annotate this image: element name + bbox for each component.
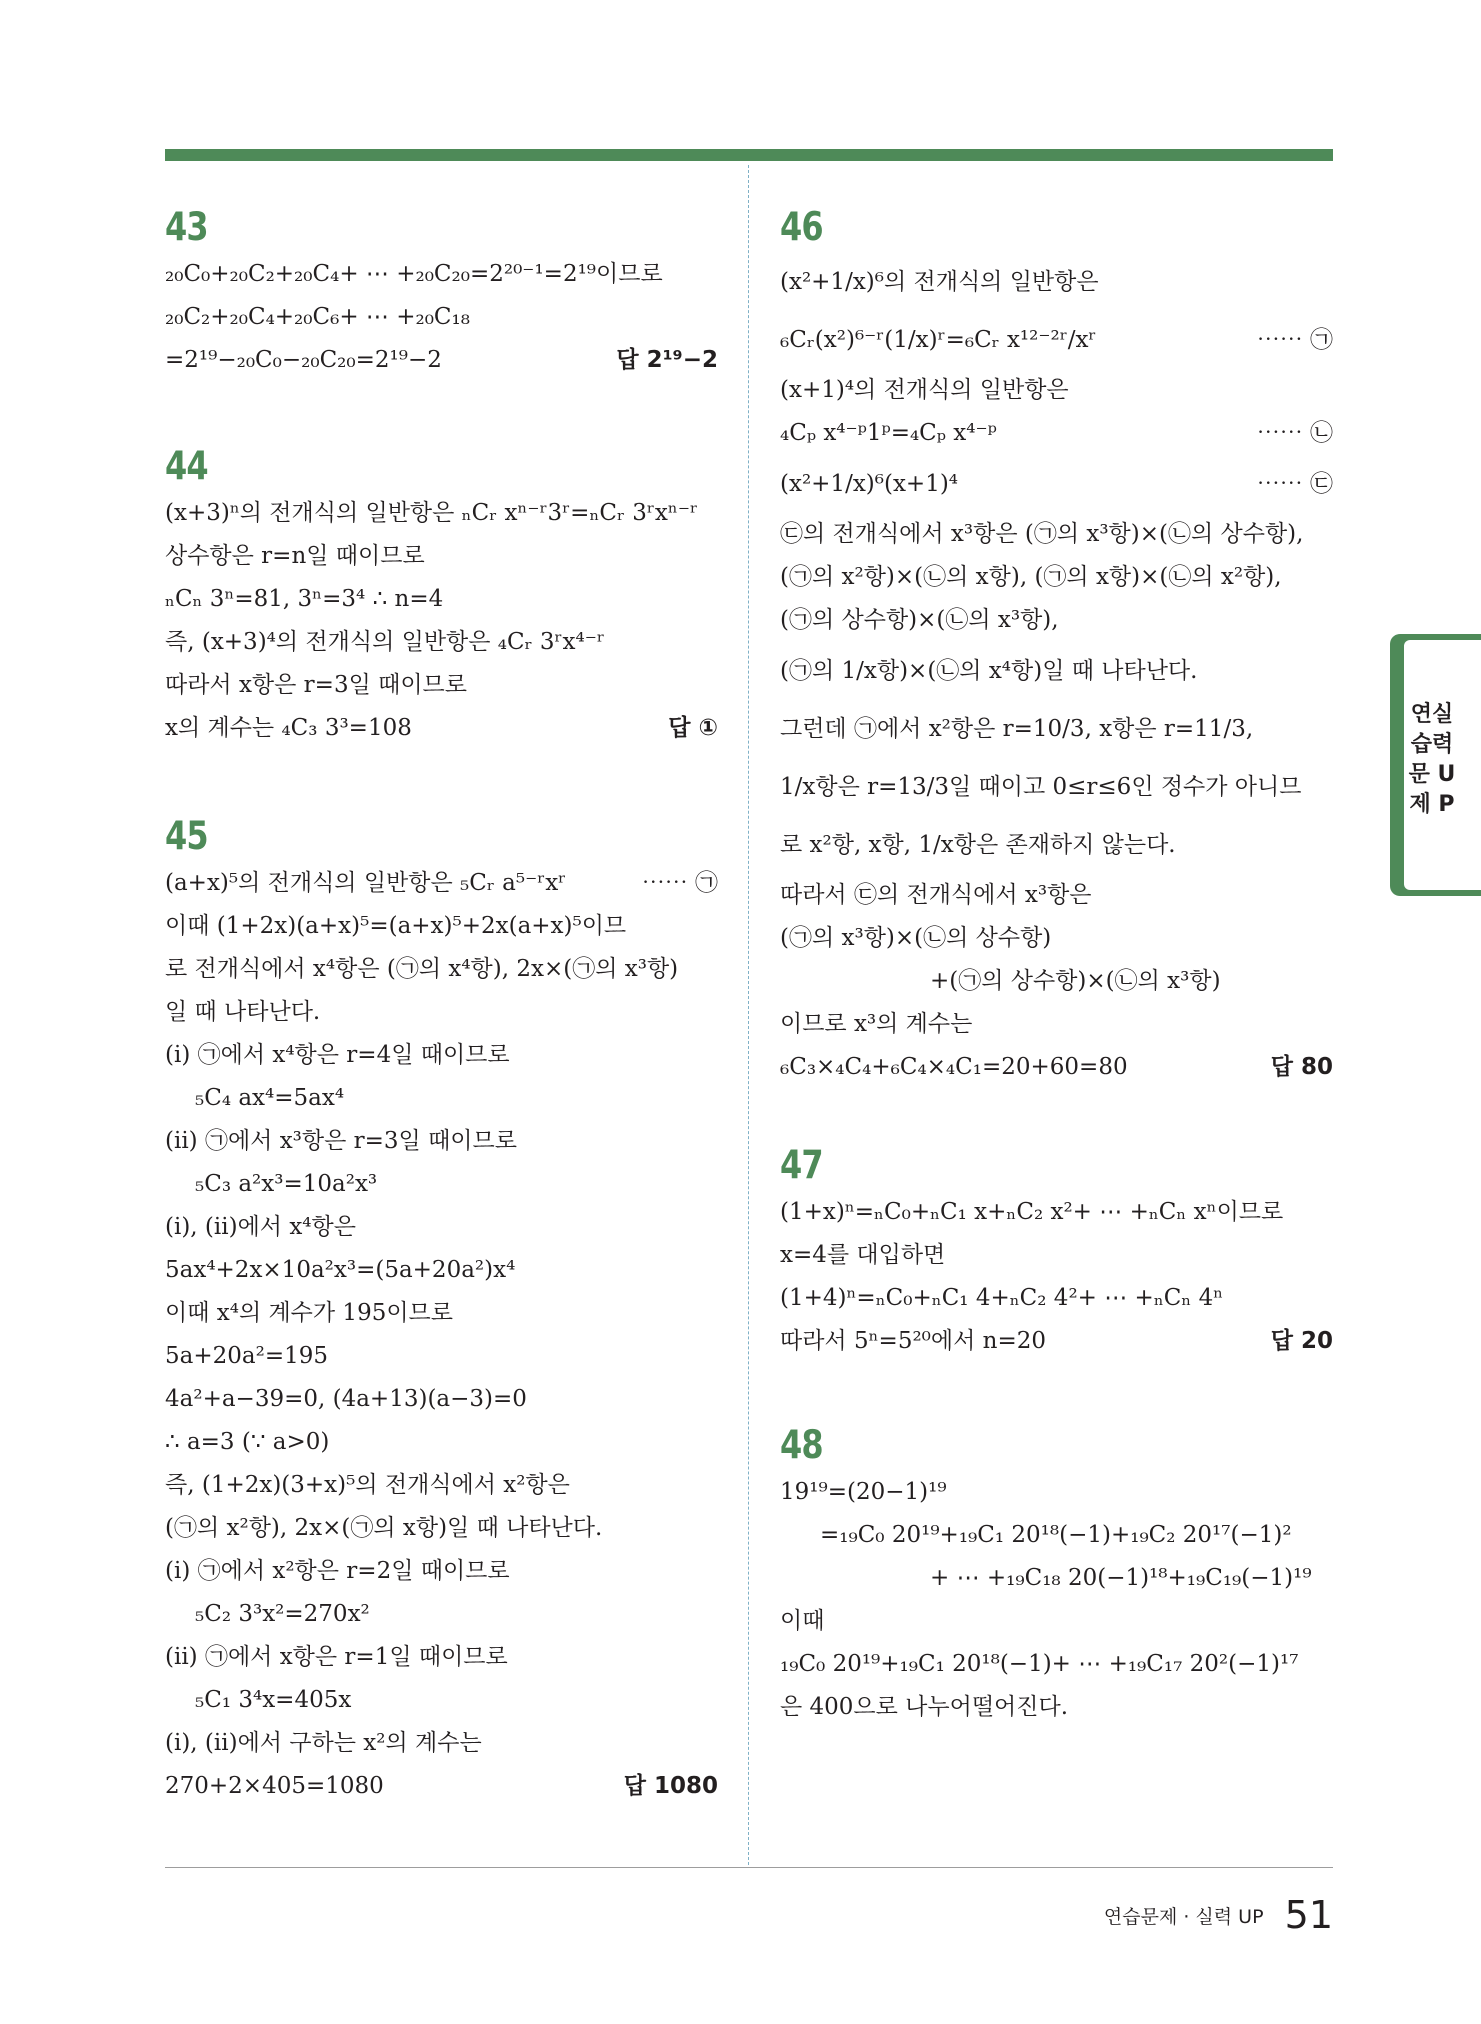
solution-text: ₄Cₚ x⁴⁻ᵖ1ᵖ=₄Cₚ x⁴⁻ᵖ <box>780 420 997 446</box>
solution-line: ₂₀C₀+₂₀C₂+₂₀C₄+ ⋯ +₂₀C₂₀=2²⁰⁻¹=2¹⁹이므로 <box>165 261 663 287</box>
solution-line: (x+1)⁴의 전개식의 일반항은 <box>780 377 1069 403</box>
solution-line: (ⅱ) ㉠에서 x³항은 r=3일 때이므로 <box>165 1128 517 1154</box>
solution-line: (㉠의 1/x항)×(㉡의 x⁴항)일 때 나타난다. <box>780 658 1198 684</box>
solution-line: (1+x)ⁿ=ₙC₀+ₙC₁ x+ₙC₂ x²+ ⋯ +ₙCₙ xⁿ이므로 <box>780 1199 1284 1225</box>
solution-line: 즉, (x+3)⁴의 전개식의 일반항은 ₄Cᵣ 3ʳx⁴⁻ʳ <box>165 629 605 655</box>
solution-line <box>780 1046 1333 1089</box>
solution-line: ₅C₂ 3³x²=270x² <box>195 1601 370 1627</box>
solution-line: 은 400으로 나누어떨어진다. <box>780 1694 1069 1720</box>
solution-line: + ⋯ +₁₉C₁₈ 20(−1)¹⁸+₁₉C₁₉(−1)¹⁹ <box>930 1565 1312 1591</box>
problem-number-48: 48 <box>780 1423 823 1468</box>
page-number: 51 <box>1284 1893 1333 1937</box>
solution-line <box>780 311 1333 369</box>
solution-line: (1+4)ⁿ=ₙC₀+ₙC₁ 4+ₙC₂ 4²+ ⋯ +ₙCₙ 4ⁿ <box>780 1285 1224 1311</box>
side-tab-label: 연실 습력 문 U 제 P <box>1408 702 1456 817</box>
solution-line: 이때 (1+2x)(a+x)⁵=(a+x)⁵+2x(a+x)⁵이므 <box>165 913 627 939</box>
solution-line: (ⅱ) ㉠에서 x항은 r=1일 때이므로 <box>165 1644 508 1670</box>
solution-line: (㉠의 상수항)×(㉡의 x³항), <box>780 607 1059 633</box>
solution-line: ∴ a=3 (∵ a>0) <box>165 1429 330 1455</box>
solution-line: 1/x항은 r=13/3일 때이고 0≤r≤6인 정수가 아니므 <box>780 774 1302 800</box>
solution-line: 일 때 나타난다. <box>165 999 321 1025</box>
solution-text: 따라서 5ⁿ=5²⁰에서 n=20 <box>780 1328 1046 1354</box>
solution-line: 5a+20a²=195 <box>165 1343 328 1369</box>
answer-45: 답 1080 <box>623 1773 718 1799</box>
problem-number-45: 45 <box>165 814 208 859</box>
solution-text: 270+2×405=1080 <box>165 1773 384 1799</box>
solution-text: (a+x)⁵의 전개식의 일반항은 ₅Cᵣ a⁵⁻ʳxʳ <box>165 870 567 896</box>
solution-line: 19¹⁹=(20−1)¹⁹ <box>780 1479 947 1505</box>
solution-line: x=4를 대입하면 <box>780 1242 946 1268</box>
solution-line: ₅C₁ 3⁴x=405x <box>195 1687 352 1713</box>
solution-line: (ⅰ), (ⅱ)에서 구하는 x²의 계수는 <box>165 1730 482 1756</box>
solution-line: ₂₀C₂+₂₀C₄+₂₀C₆+ ⋯ +₂₀C₁₈ <box>165 304 470 330</box>
answer-46: 답 80 <box>1270 1054 1333 1080</box>
solution-text: (x²+1/x)⁶(x+1)⁴ <box>780 471 959 497</box>
solution-line: ₙCₙ 3ⁿ=81, 3ⁿ=3⁴ ∴ n=4 <box>165 586 444 612</box>
column-divider <box>748 165 749 1865</box>
solution-line: (ⅰ), (ⅱ)에서 x⁴항은 <box>165 1214 356 1240</box>
solution-line <box>165 1765 718 1808</box>
solution-line: 5ax⁴+2x×10a²x³=(5a+20a²)x⁴ <box>165 1257 516 1283</box>
solution-line: (㉠의 x³항)×(㉡의 상수항) <box>780 925 1052 951</box>
solution-text: ₆C₃×₄C₄+₆C₄×₄C₁=20+60=80 <box>780 1054 1128 1080</box>
solution-line: 로 x²항, x항, 1/x항은 존재하지 않는다. <box>780 832 1176 858</box>
solution-line: 이때 x⁴의 계수가 195이므로 <box>165 1300 453 1326</box>
solution-line: ㉢의 전개식에서 x³항은 (㉠의 x³항)×(㉡의 상수항), <box>780 521 1304 547</box>
solution-line: ₅C₃ a²x³=10a²x³ <box>195 1171 378 1197</box>
answer-44: 답 ① <box>668 715 718 741</box>
solution-line: 그런데 ㉠에서 x²항은 r=10/3, x항은 r=11/3, <box>780 716 1254 742</box>
solution-text: x의 계수는 ₄C₃ 3³=108 <box>165 715 412 741</box>
solution-line: 로 전개식에서 x⁴항은 (㉠의 x⁴항), 2x×(㉠의 x³항) <box>165 956 679 982</box>
solution-line <box>780 412 1333 455</box>
solution-line <box>780 1320 1333 1363</box>
solution-line: (㉠의 x²항), 2x×(㉠의 x항)일 때 나타난다. <box>165 1515 603 1541</box>
problem-number-43: 43 <box>165 205 208 250</box>
solution-line: 4a²+a−39=0, (4a+13)(a−3)=0 <box>165 1386 527 1412</box>
equation-marker: ⋯⋯ ㉡ <box>1256 420 1333 446</box>
solution-line: (x²+1/x)⁶의 전개식의 일반항은 <box>780 269 1099 295</box>
section-side-tab <box>1390 634 1481 896</box>
page-footer <box>1104 1893 1333 1937</box>
solution-line <box>165 862 718 905</box>
solution-line: =₁₉C₀ 20¹⁹+₁₉C₁ 20¹⁸(−1)+₁₉C₂ 20¹⁷(−1)² <box>820 1522 1292 1548</box>
solution-line: (ⅰ) ㉠에서 x⁴항은 r=4일 때이므로 <box>165 1042 510 1068</box>
problem-number-46: 46 <box>780 205 823 250</box>
solution-line <box>165 707 718 750</box>
answer-47: 답 20 <box>1270 1328 1333 1354</box>
footer-section-label: 연습문제 · 실력 UP <box>1103 1905 1264 1928</box>
solution-line: (ⅰ) ㉠에서 x²항은 r=2일 때이므로 <box>165 1558 510 1584</box>
solution-line <box>780 455 1333 513</box>
solution-line: (㉠의 x²항)×(㉡의 x항), (㉠의 x항)×(㉡의 x²항), <box>780 564 1282 590</box>
solution-line: 상수항은 r=n일 때이므로 <box>165 543 425 569</box>
equation-marker: ⋯⋯ ㉢ <box>1256 471 1333 497</box>
solution-line: 따라서 ㉢의 전개식에서 x³항은 <box>780 882 1092 908</box>
solution-line: ₁₉C₀ 20¹⁹+₁₉C₁ 20¹⁸(−1)+ ⋯ +₁₉C₁₇ 20²(−1)¹⁷ <box>780 1651 1299 1677</box>
solution-line: 이므로 x³의 계수는 <box>780 1011 973 1037</box>
solution-line <box>165 339 718 382</box>
answer-43: 답 2¹⁹−2 <box>616 347 718 373</box>
solution-line: (x+3)ⁿ의 전개식의 일반항은 ₙCᵣ xⁿ⁻ʳ3ʳ=ₙCᵣ 3ʳxⁿ⁻ʳ <box>165 500 698 526</box>
top-accent-bar <box>165 149 1333 161</box>
bottom-rule <box>165 1867 1333 1868</box>
solution-line: 즉, (1+2x)(3+x)⁵의 전개식에서 x²항은 <box>165 1472 570 1498</box>
equation-marker: ⋯⋯ ㉠ <box>1256 327 1333 353</box>
problem-number-44: 44 <box>165 444 208 489</box>
solution-line: 따라서 x항은 r=3일 때이므로 <box>165 672 467 698</box>
solution-text: =2¹⁹−₂₀C₀−₂₀C₂₀=2¹⁹−2 <box>165 347 442 373</box>
solution-text: ₆Cᵣ(x²)⁶⁻ʳ(1/x)ʳ=₆Cᵣ x¹²⁻²ʳ/xʳ <box>780 327 1097 353</box>
problem-number-47: 47 <box>780 1143 823 1188</box>
left-column <box>165 203 718 1808</box>
right-column <box>780 203 1333 1729</box>
equation-marker: ⋯⋯ ㉠ <box>641 870 718 896</box>
solution-line: 이때 <box>780 1608 825 1634</box>
solution-line: +(㉠의 상수항)×(㉡의 x³항) <box>930 968 1221 994</box>
solution-line: ₅C₄ ax⁴=5ax⁴ <box>195 1085 345 1111</box>
